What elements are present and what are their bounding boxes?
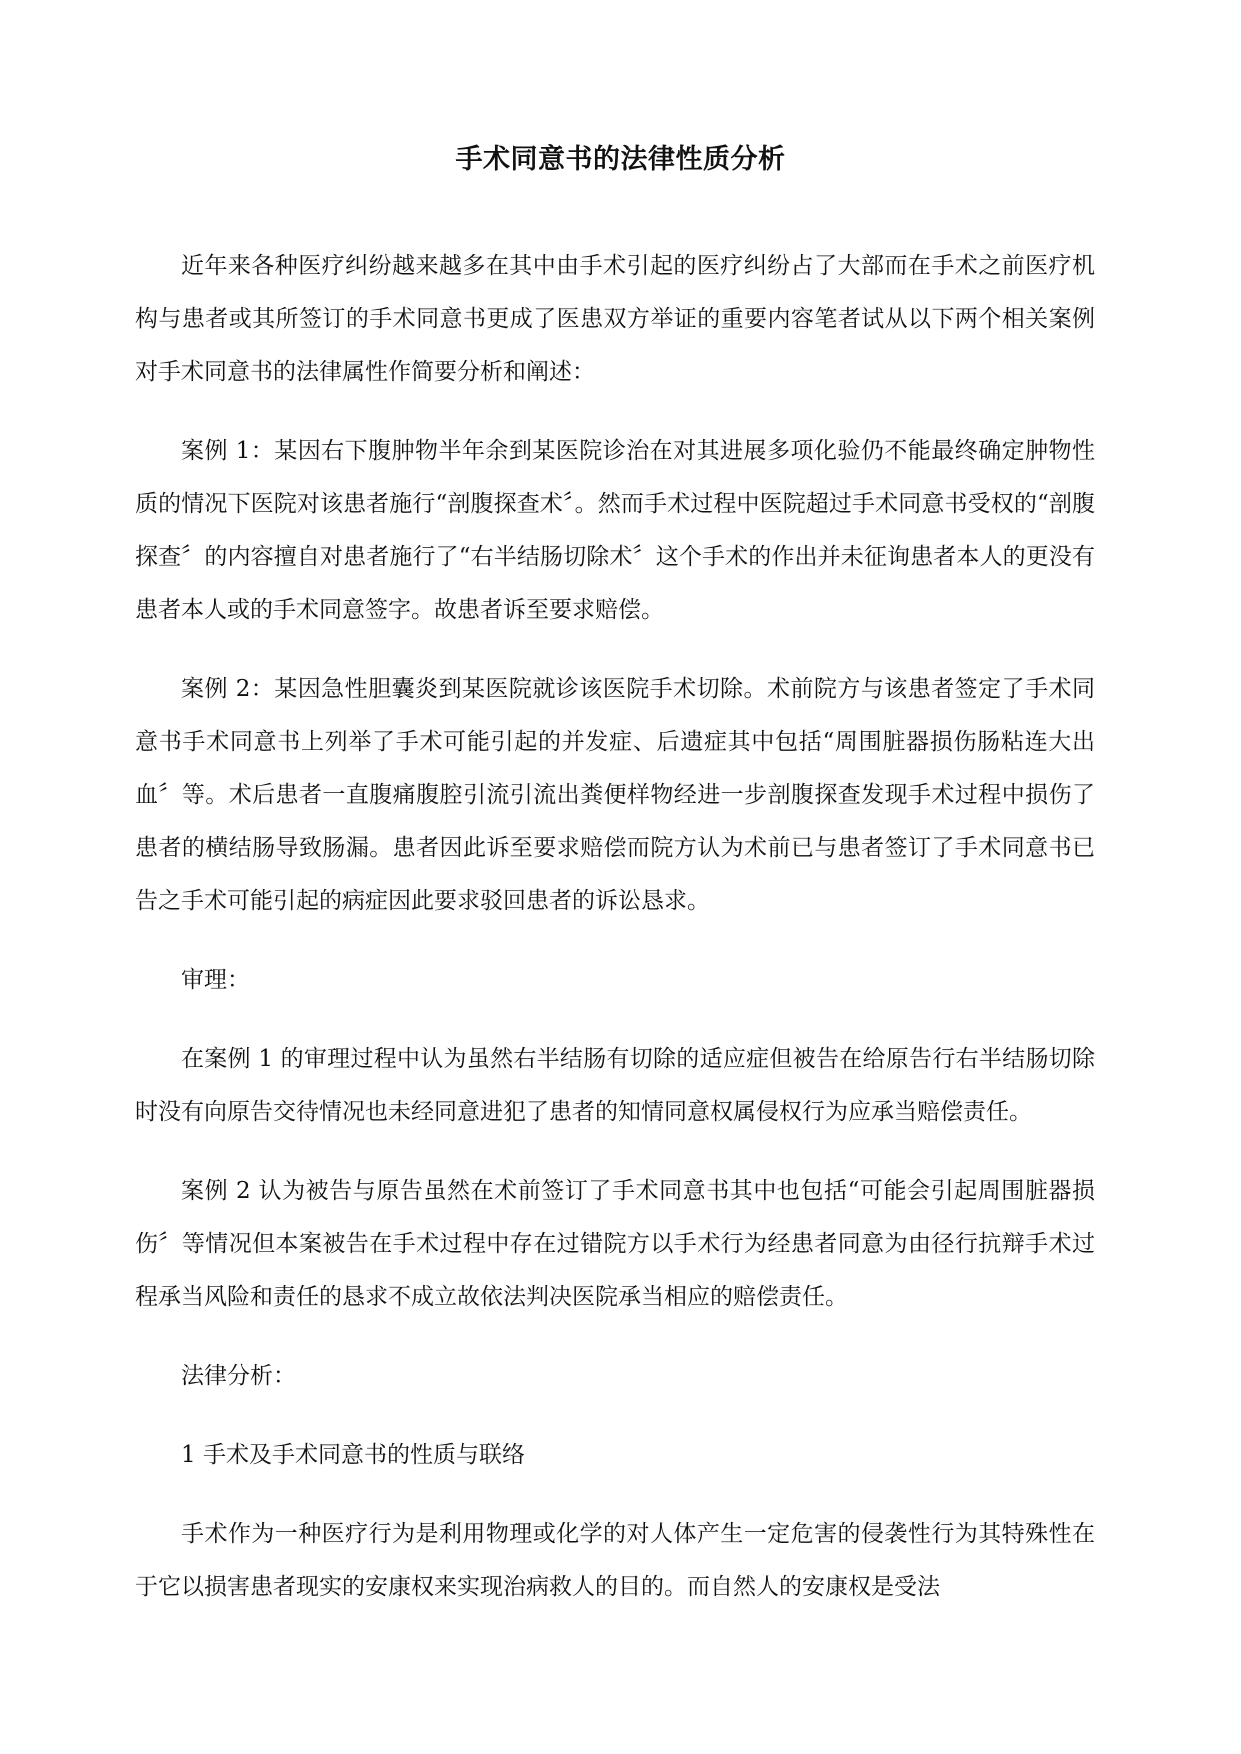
case-1-paragraph: 案例 1：某因右下腹肿物半年余到某医院诊治在对其进展多项化验仍不能最终确定肿物性质的情况下医院对该患者施行“剖腹探查术〞。然而手术过程中医院超过手术同意书受权的“剖腹探查〞的内容擅自对患者施行了“右半结肠切除术〞这个手术的作出并未征询患者本人的更没有患者本人或的手术同意签字。故患者诉至要求赔偿。	[135, 438, 1095, 623]
section-1-heading: 1 手术及手术同意书的性质与联络	[181, 1442, 525, 1468]
document-body	[135, 240, 1095, 1640]
trial-heading: 审理：	[181, 967, 250, 993]
intro-paragraph: 近年来各种医疗纠纷越来越多在其中由手术引起的医疗纠纷占了大部而在手术之前医疗机构与患者或其所签订的手术同意书更成了医患双方举证的重要内容笔者试从以下两个相关案例对手术同意书的法律属性作简要分析和阐述：	[135, 253, 1095, 385]
trial-case-1-paragraph: 在案例 1 的审理过程中认为虽然右半结肠有切除的适应症但被告在给原告行右半结肠切除时没有向原告交待情况也未经同意进犯了患者的知情同意权属侵权行为应承当赔偿责任。	[135, 1046, 1095, 1125]
document-title: 手术同意书的法律性质分析	[455, 144, 786, 175]
case-2-paragraph: 案例 2：某因急性胆囊炎到某医院就诊该医院手术切除。术前院方与该患者签定了手术同意书手术同意书上列举了手术可能引起的并发症、后遗症其中包括“周围脏器损伤肠粘连大出血〞等。术后患者一直腹痛腹腔引流引流出粪便样物经进一步剖腹探查发现手术过程中损伤了患者的横结肠导致肠漏。患者因此诉至要求赔偿而院方认为术前已与患者签订了手术同意书已告之手术可能引起的病症因此要求驳回患者的诉讼恳求。	[135, 676, 1095, 914]
legal-analysis-heading: 法律分析：	[181, 1363, 296, 1389]
trial-case-2-paragraph: 案例 2 认为被告与原告虽然在术前签订了手术同意书其中也包括“可能会引起周围脏器损伤〞等情况但本案被告在手术过程中存在过错院方以手术行为经患者同意为由径行抗辩手术过程承当风险和责任的恳求不成立故依法判决医院承当相应的赔偿责任。	[135, 1178, 1095, 1310]
surgery-nature-paragraph: 手术作为一种医疗行为是利用物理或化学的对人体产生一定危害的侵袭性行为其特殊性在于它以损害患者现实的安康权来实现治病救人的目的。而自然人的安康权是受法	[135, 1521, 1095, 1600]
